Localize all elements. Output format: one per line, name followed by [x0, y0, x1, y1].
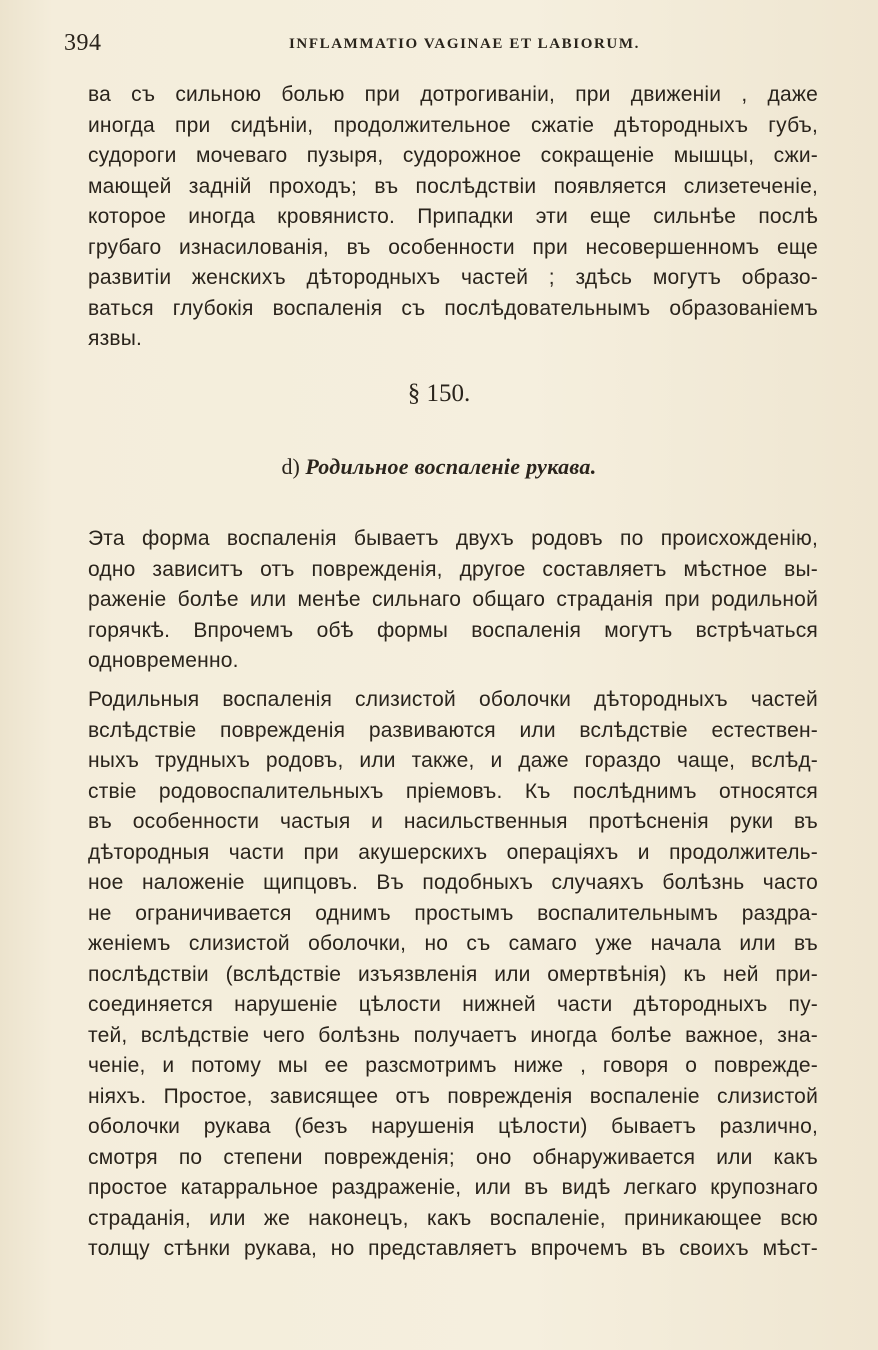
section-title	[0, 454, 878, 480]
text-line: раженiе болѣе или менѣе сильнаго общаго страданiя при родильной	[88, 588, 818, 611]
text-line: одно зависитъ отъ поврежденiя, другое составляетъ мѣстное вы-	[88, 557, 818, 581]
text-line: развитiи женскихъ дѣтородныхъ частей ; здѣсь могутъ образо-	[88, 266, 818, 289]
text-line: иногда при сидѣнiи, продолжительное сжатiе дѣтородныхъ губъ,	[88, 113, 818, 137]
text-line: страданiя, или же наконецъ, какъ воспаленiе, приникающее всю	[88, 1206, 818, 1230]
text-line: тей, вслѣдствiе чего болѣзнь получаетъ иногда болѣе важное, зна-	[88, 1023, 818, 1047]
text-line: которое иногда кровянисто. Припадки эти еще сильнѣе послѣ	[88, 205, 818, 228]
text-line: грубаго изнасилованiя, въ особенности при несовершенномъ еще	[88, 235, 818, 259]
text-line: одновременно.	[88, 649, 239, 672]
text-line: Родильныя воспаленiя слизистой оболочки дѣтородныхъ частей	[88, 688, 818, 711]
text-line: простое катарральное раздраженiе, или въ видѣ легкаго крупознаго	[88, 1176, 818, 1199]
text-line: судороги мочеваго пузыря, судорожное сокращенiе мышцы, сжи-	[88, 144, 818, 167]
text-line: ное наложенiе щипцовъ. Въ подобныхъ случаяхъ болѣзнь часто	[88, 871, 818, 894]
text-line: послѣдствiи (вслѣдствiе изъязвленiя или омертвѣнiя) къ ней при-	[88, 962, 818, 986]
page-number: 394	[64, 30, 102, 56]
text-line: дѣтородныя части при акушерскихъ операцiяхъ и продолжитель-	[88, 840, 818, 864]
text-line: не ограничивается однимъ простымъ воспалительнымъ раздра-	[88, 901, 818, 925]
text-line: ва съ сильною болью при дотрогиванiи, при движенiи , даже	[88, 83, 818, 106]
text-line: горячкѣ. Впрочемъ обѣ формы воспаленiя могутъ встрѣчаться	[88, 618, 818, 642]
text-line: толщу стѣнки рукава, но представляетъ впрочемъ въ своихъ мѣст-	[88, 1237, 818, 1260]
text-line: оболочки рукава (безъ нарушенiя цѣлости) бываетъ различно,	[88, 1115, 818, 1138]
text-line: вслѣдствiе поврежденiя развиваются или вслѣдствiе естествен-	[88, 718, 818, 742]
text-line: язвы.	[88, 327, 143, 350]
running-head: INFLAMMATIO VAGINAE ET LABIORUM.	[289, 36, 640, 52]
text-line: ченiе, и потому мы ее разсмотримъ ниже , говоря о поврежде-	[88, 1054, 818, 1077]
text-line: соединяется нарушенiе цѣлости нижней части дѣтородныхъ пу-	[88, 993, 818, 1016]
text-line: ныхъ трудныхъ родовъ, или также, и даже гораздо чаще, вслѣд-	[88, 749, 818, 772]
text-line: ствiе родовоспалительныхъ прiемовъ. Къ послѣднимъ относятся	[88, 779, 818, 803]
text-line: мающей заднiй проходъ; въ послѣдствiи появляется слизетеченiе,	[88, 174, 818, 198]
text-line: женiемъ слизистой оболочки, но съ самаго уже начала или въ	[88, 932, 818, 955]
paragraph-2	[88, 685, 818, 1265]
text-line: нiяхъ. Простое, зависящее отъ поврежденiя воспаленiе слизистой	[88, 1084, 818, 1108]
text-line: ваться глубокiя воспаленiя съ послѣдовательнымъ образованiемъ	[88, 296, 818, 320]
section-letter: d)	[281, 454, 300, 479]
text-line: смотря по степени поврежденiя; оно обнаруживается или какъ	[88, 1145, 818, 1169]
section-title-text: Родильное воспаленiе рукава.	[305, 454, 597, 479]
paragraph-top	[88, 80, 818, 355]
section-number: § 150.	[407, 380, 471, 407]
page-header	[64, 30, 824, 62]
paragraph-1	[88, 524, 818, 677]
text-line: Эта форма воспаленiя бываетъ двухъ родовъ по происхожденiю,	[88, 527, 818, 550]
text-line: въ особенности частыя и насильственныя протѣсненiя руки въ	[88, 810, 818, 833]
